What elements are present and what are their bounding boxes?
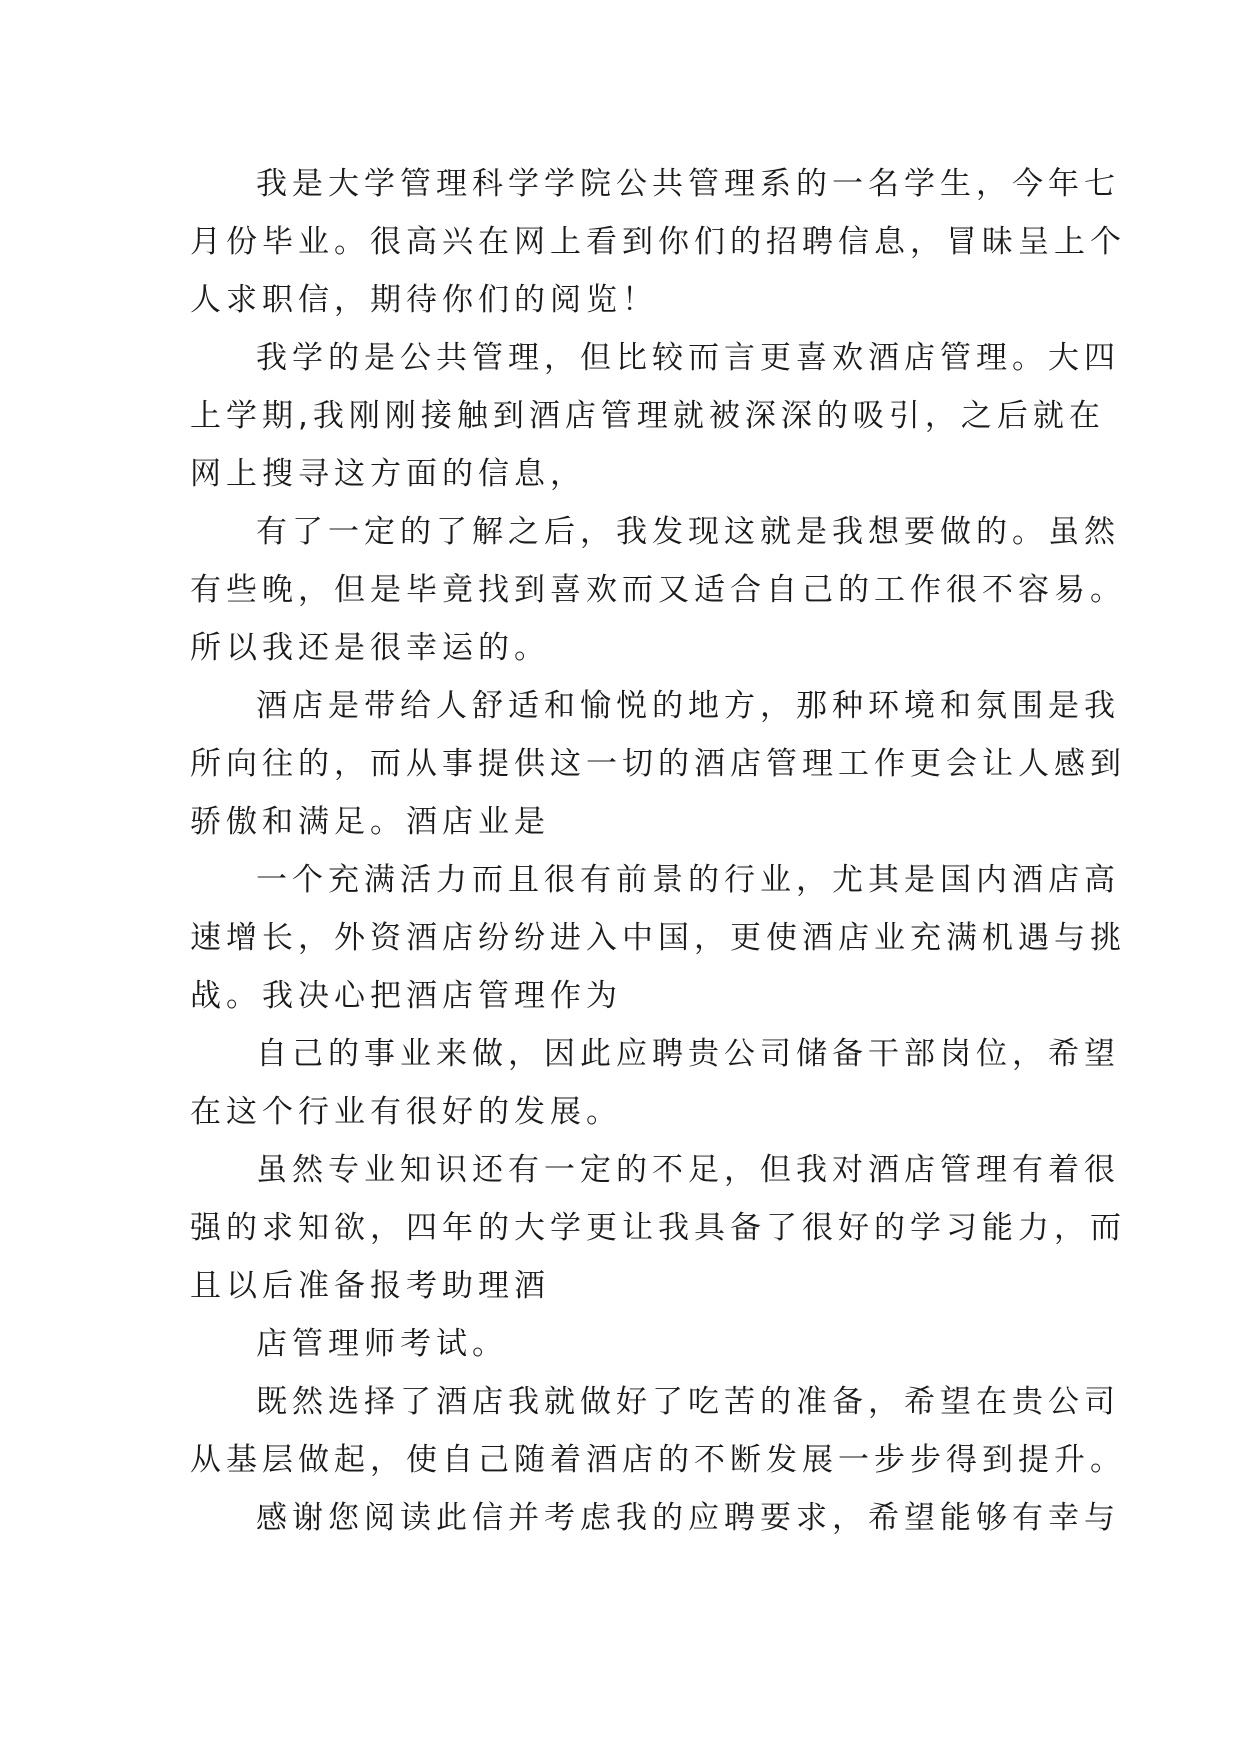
text-line: 且以后准备报考助理酒 — [190, 1268, 550, 1304]
text-line: 人求职信，期待你们的阅览！ — [190, 282, 658, 318]
text-line: 所向往的，而从事提供这一切的酒店管理工作更会让人感到 — [190, 746, 1126, 782]
text-line: 骄傲和满足。酒店业是 — [190, 804, 550, 840]
text-line: 感谢您阅读此信并考虑我的应聘要求，希望能够有幸与 — [256, 1500, 1120, 1536]
text-line: 战。我决心把酒店管理作为 — [190, 978, 622, 1014]
text-line: 有些晚，但是毕竟找到喜欢而又适合自己的工作很不容易。 — [190, 572, 1126, 608]
text-line: 在这个行业有很好的发展。 — [190, 1094, 622, 1130]
text-line: 既然选择了酒店我就做好了吃苦的准备，希望在贵公司 — [256, 1384, 1120, 1420]
text-line: 网上搜寻这方面的信息， — [190, 456, 586, 492]
text-line: 店管理师考试。 — [256, 1326, 508, 1362]
text-line: 上学期,我刚刚接触到酒店管理就被深深的吸引，之后就在 — [190, 398, 1105, 434]
text-line: 速增长，外资酒店纷纷进入中国，更使酒店业充满机遇与挑 — [190, 920, 1126, 956]
text-line: 酒店是带给人舒适和愉悦的地方，那种环境和氛围是我 — [256, 688, 1120, 724]
text-line: 一个充满活力而且很有前景的行业，尤其是国内酒店高 — [256, 862, 1120, 898]
text-line: 虽然专业知识还有一定的不足，但我对酒店管理有着很 — [256, 1152, 1120, 1188]
text-line: 从基层做起，使自己随着酒店的不断发展一步步得到提升。 — [190, 1442, 1126, 1478]
text-line: 有了一定的了解之后，我发现这就是我想要做的。虽然 — [256, 514, 1120, 550]
text-line: 我是大学管理科学学院公共管理系的一名学生，今年七 — [256, 166, 1120, 202]
text-line: 强的求知欲，四年的大学更让我具备了很好的学习能力，而 — [190, 1210, 1126, 1246]
text-line: 我学的是公共管理，但比较而言更喜欢酒店管理。大四 — [256, 340, 1120, 376]
text-line: 所以我还是很幸运的。 — [190, 630, 550, 666]
text-line: 自己的事业来做，因此应聘贵公司储备干部岗位，希望 — [256, 1036, 1120, 1072]
text-line: 月份毕业。很高兴在网上看到你们的招聘信息，冒昧呈上个 — [190, 224, 1126, 260]
